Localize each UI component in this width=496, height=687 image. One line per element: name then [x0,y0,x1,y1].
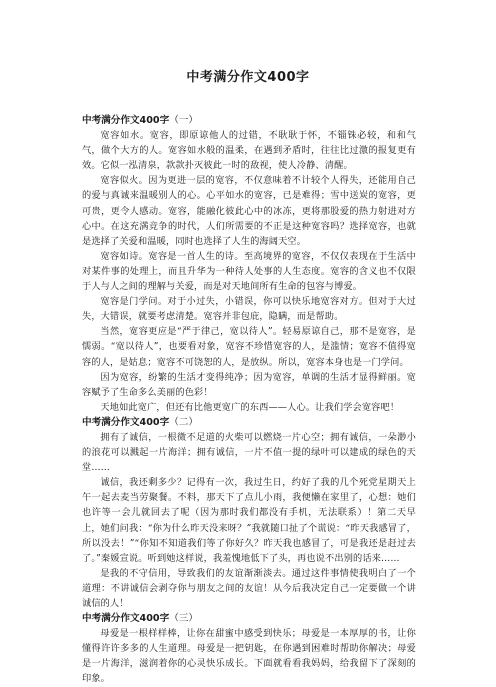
paragraph: 宽容如水。宽容，即原谅他人的过错，不耿耿于怀，不锱铢必较，和和气气，做个大方的人。宽容如水般的温柔，在遇到矛盾时，往往比过激的报复更有效。它似一泓清泉，款款扑灭彼此一时的敌视，使人冷静、清醒。 [82,130,416,172]
section-heading-number: （二） [169,416,198,428]
section-heading-text: 中考满分作文400字 [82,416,170,428]
essay-section-3 [82,611,416,686]
section-heading-number: （一） [169,115,198,126]
section-heading-text: 中考满分作文400字 [82,613,170,625]
paragraph: 诚信，我还剩多少？记得有一次，我过生日，约好了我的几个死党星期天上午一起去麦当劳聚餐。不料，那天下了点儿小雨，我便懒在家里了，心想：她们也许等一会儿就回去了呢（因为那时我们都没有手机，无法联系）！第二天早上，她们问我：“你为什么昨天没来呀？”我就随口扯了个谎说：“昨天我感冒了，所以没去！”“你知不知道我们等了你好久？昨天我也感冒了，可是我还是赶过去了。”秦媛宣说。听到她这样说，我羞愧地低下了头，再也说不出别的话来…… [82,477,416,564]
paragraph: 宽容如诗。宽容是一首人生的诗。至高境界的宽容，不仅仅表现在于生活中对某件事的处理上，而且升华为一种待人处事的人生态度。宽容的含义也不仅限于人与人之间的理解与关爱，而是对天地间所有生命的包容与博爱。 [82,250,416,293]
document-body [82,113,416,687]
section-heading-text: 中考满分作文400字 [82,115,170,126]
paragraph: 天地如此宽广，但还有比他更宽广的东西——人心。让我们学会宽容吧！ [100,401,400,413]
essay-section-1 [82,113,416,415]
paragraph: 是我的不守信用，导致我们的友谊渐渐淡去。通过这件事情使我明白了一个道理：不讲诚信会剥夺你与朋友之间的友谊！从今后我决定自己一定要做一个讲诚信的人！ [82,567,416,609]
section-heading [82,415,416,430]
section-heading-number: （三） [169,613,198,625]
paragraph: 拥有了诚信，一根微不足道的火柴可以燃烧一片心空；拥有诚信，一朵渺小的浪花可以溅起一片海洋；拥有诚信，一片不值一提的绿叶可以建成的绿色的天堂…… [82,431,416,474]
paragraph: 当然，宽容更应是“严于律己，宽以待人”。轻易原谅自己，那不是宽容，是懦弱。“宽以待人”，也要看对象，宽容不珍惜宽容的人，是滥情；宽容不值得宽容的人，是姑息；宽容不可饶恕的人，是放纵。所以，宽容本身也是一门学问。 [82,326,416,368]
section-heading [82,113,416,128]
essay-section-2 [82,415,416,611]
paragraph: 宽容是门学问。对于小过失，小错误，你可以快乐地宽容对方。但对于大过失，大错误，就要考虑清楚。宽容并非包庇，隐瞒，而是帮助。 [82,296,416,323]
paragraph: 母爱是一根样样棒，让你在甜蜜中感受到快乐；母爱是一本厚厚的书，让你懂得许许多多的人生道理。母爱是一把钥匙，在你遇到困难时帮助你解决；母爱是一片海洋，滋润着你的心灵快乐成长。下面就看看我妈妈，给我留下了深刻的印象。 [82,628,416,685]
paragraph: 因为宽容，纷繁的生活才变得纯净；因为宽容，单调的生活才显得鲜丽。宽容赋予了生命多么美丽的色彩！ [82,371,416,398]
paragraph: 宽容似火。因为更进一层的宽容，不仅意味着不计较个人得失，还能用自己的爱与真诚来温暖别人的心。心平如水的宽容，已是难得；雪中送炭的宽容，更可贵，更令人感动。宽容，能融化彼此心中的冰冻，更将那股爱的热力射进对方心中。在这充满竞争的时代，人们所需要的不正是这种宽容吗？选择宽容，也就是选择了关爱和温暖，同时也选择了人生的海阔天空。 [82,175,416,247]
section-heading [82,611,416,626]
document-title: 中考满分作文400字 [186,70,310,85]
